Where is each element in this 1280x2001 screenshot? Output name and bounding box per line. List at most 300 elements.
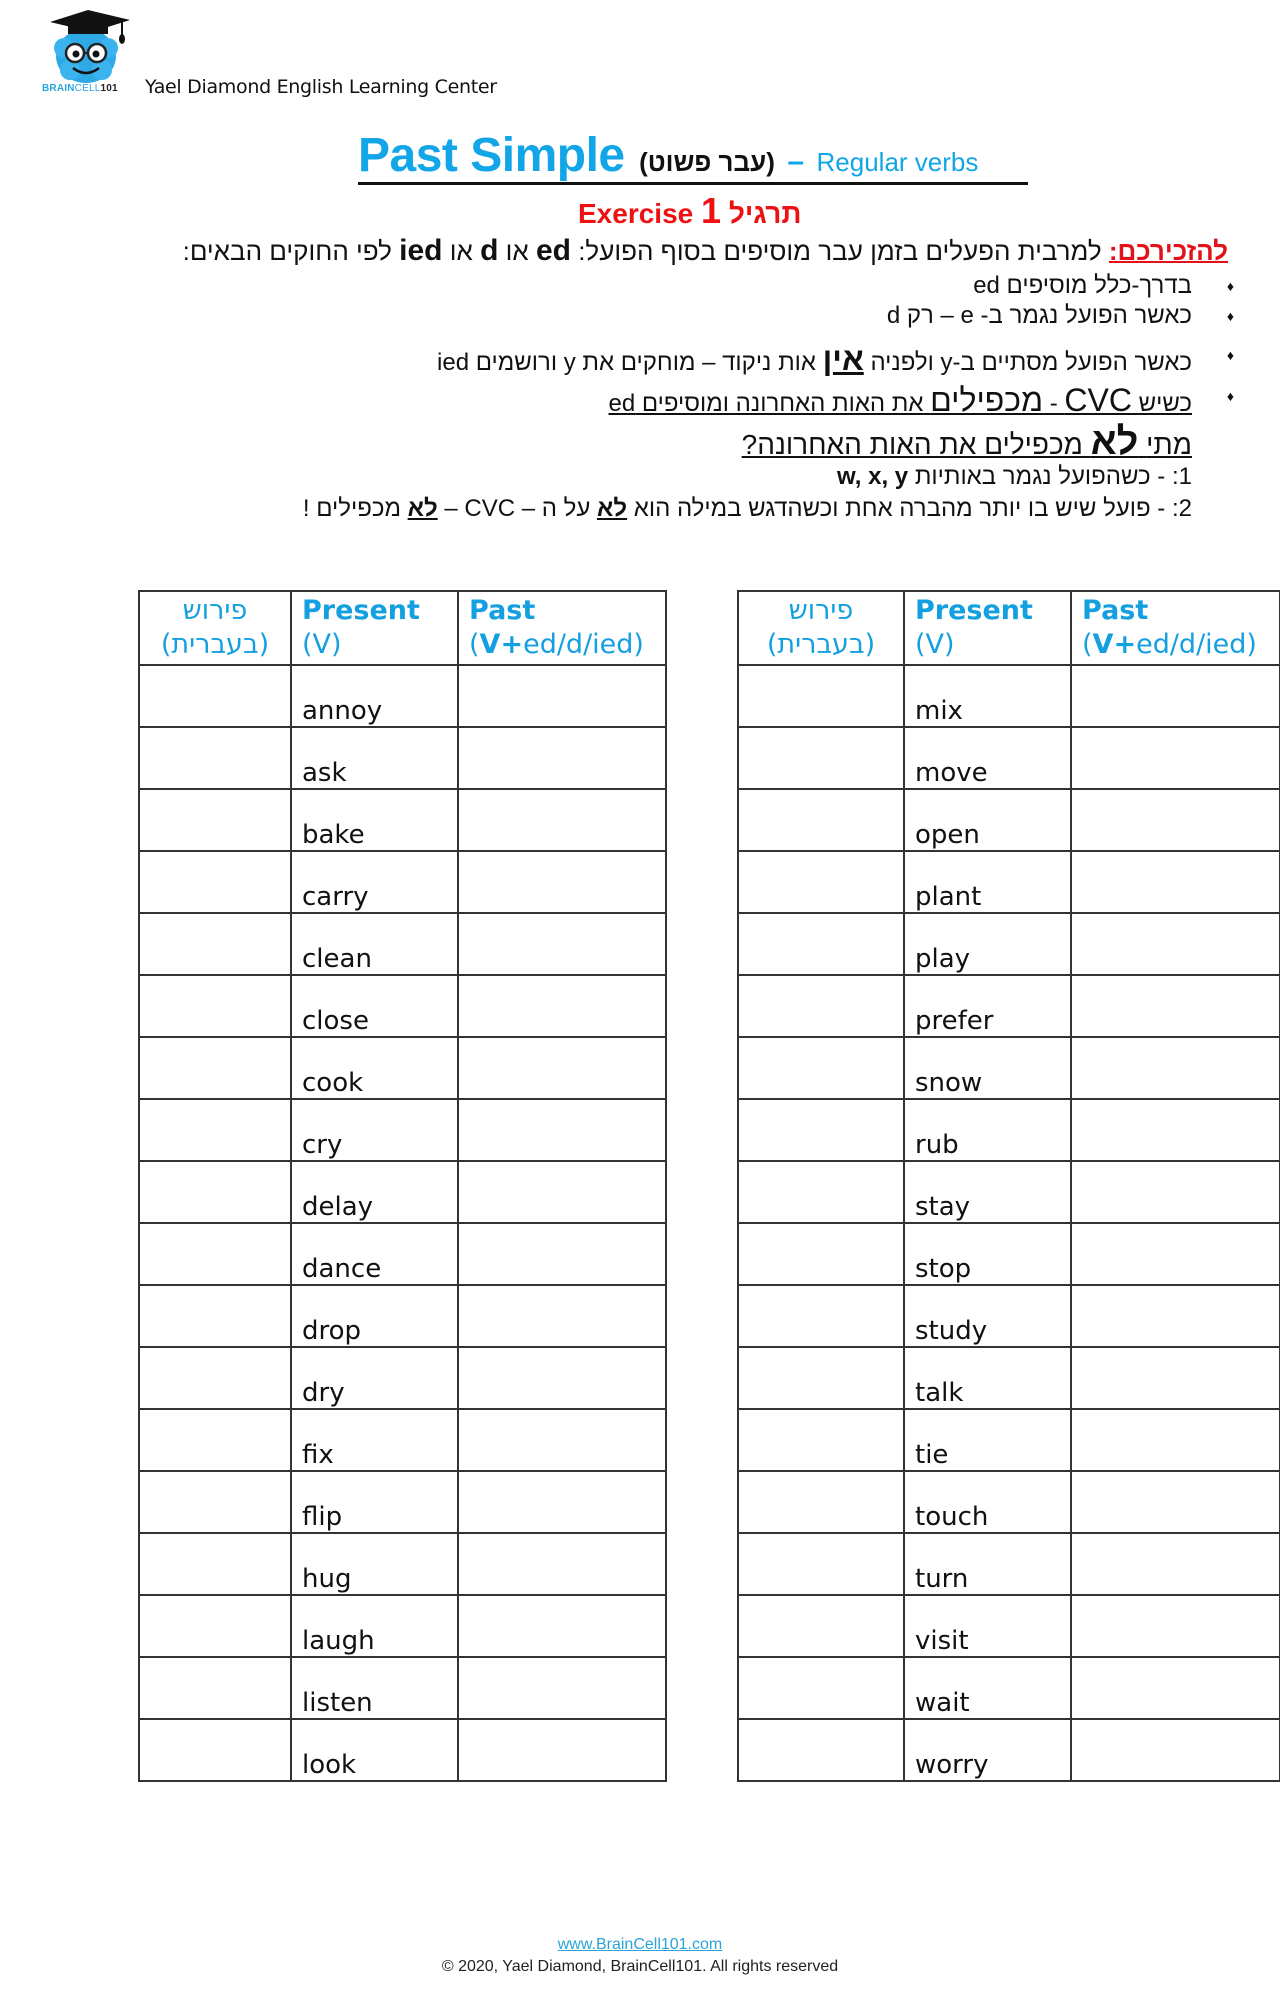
table-row — [738, 1719, 1280, 1781]
translation-cell[interactable] — [139, 1719, 291, 1781]
translation-cell[interactable] — [738, 1099, 904, 1161]
translation-input[interactable] — [739, 914, 903, 974]
table-row — [139, 1533, 666, 1595]
present-verb-cell: look — [291, 1719, 458, 1781]
header-past-line2 — [469, 628, 665, 662]
table-row — [139, 727, 666, 789]
past-form-input[interactable] — [459, 1100, 665, 1160]
brand-brain: BRAIN — [42, 83, 75, 94]
table-row — [139, 1409, 666, 1471]
header-past-formula-rest: ed/d/ied) — [1136, 629, 1257, 660]
present-verb-cell: fix — [291, 1409, 458, 1471]
translation-cell[interactable] — [738, 1037, 904, 1099]
table-row — [139, 1223, 666, 1285]
translation-cell[interactable] — [139, 851, 291, 913]
table-row — [738, 1533, 1280, 1595]
past-form-input[interactable] — [459, 1410, 665, 1470]
past-form-input[interactable] — [459, 1286, 665, 1346]
present-verb-cell: talk — [904, 1347, 1071, 1409]
translation-input[interactable] — [739, 1596, 903, 1656]
past-form-input[interactable] — [1072, 1410, 1279, 1470]
present-verb-cell: worry — [904, 1719, 1071, 1781]
translation-input[interactable] — [140, 1658, 290, 1718]
past-form-input[interactable] — [1072, 1038, 1279, 1098]
translation-input[interactable] — [739, 1286, 903, 1346]
table-header-row — [139, 591, 666, 665]
past-form-input[interactable] — [459, 1348, 665, 1408]
past-form-input[interactable] — [1072, 1534, 1279, 1594]
table-row — [139, 913, 666, 975]
table-row — [738, 789, 1280, 851]
footer-copyright: © 2020, Yael Diamond, BrainCell101. All rights reserved — [441, 1958, 839, 1975]
translation-cell[interactable] — [738, 913, 904, 975]
translation-input[interactable] — [140, 976, 290, 1036]
header-present — [904, 591, 1071, 665]
exception-emphasis: לא — [597, 495, 628, 522]
header-past — [458, 591, 666, 665]
table-row — [738, 665, 1280, 727]
past-form-input[interactable] — [459, 728, 665, 788]
verbs-table-right — [737, 590, 1280, 1782]
rule-bullet-3 — [437, 341, 1234, 378]
past-form-cell[interactable] — [1071, 1223, 1280, 1285]
table-header-row — [738, 591, 1280, 665]
diamond-bullet-icon: ♦ — [1226, 278, 1234, 294]
present-verb-cell: ask — [291, 727, 458, 789]
present-verb-cell: plant — [904, 851, 1071, 913]
rule-text: אות ניקוד – מוחקים את y ורושמים ied — [437, 349, 816, 376]
translation-cell[interactable] — [139, 1471, 291, 1533]
rule-bullet-4 — [608, 382, 1234, 419]
table-row — [139, 975, 666, 1037]
rules-heading — [183, 234, 1228, 268]
translation-cell[interactable] — [139, 913, 291, 975]
translation-cell[interactable] — [738, 1471, 904, 1533]
translation-cell[interactable] — [139, 1285, 291, 1347]
present-verb-cell: prefer — [904, 975, 1071, 1037]
translation-cell[interactable] — [139, 1099, 291, 1161]
exception-text: 1: - כשהפועל נגמר באותיות — [914, 463, 1192, 490]
table-row — [139, 1595, 666, 1657]
past-form-cell[interactable] — [458, 1285, 666, 1347]
past-form-cell[interactable] — [1071, 1161, 1280, 1223]
suffix-ied: ied — [399, 234, 443, 267]
exercise-heading — [578, 190, 802, 232]
present-verb-cell: play — [904, 913, 1071, 975]
table-row — [139, 1719, 666, 1781]
translation-input[interactable] — [140, 1348, 290, 1408]
present-verb-cell: study — [904, 1285, 1071, 1347]
translation-input[interactable] — [140, 914, 290, 974]
past-form-input[interactable] — [1072, 914, 1279, 974]
past-form-input[interactable] — [1072, 976, 1279, 1036]
table-row — [139, 1471, 666, 1533]
past-form-cell[interactable] — [1071, 975, 1280, 1037]
past-form-input[interactable] — [459, 666, 665, 726]
header-past-line1: Past — [469, 595, 536, 626]
past-form-cell[interactable] — [1071, 1409, 1280, 1471]
present-verb-cell: listen — [291, 1657, 458, 1719]
header-past-formula-bold: V+ — [1092, 629, 1137, 660]
translation-input[interactable] — [739, 976, 903, 1036]
present-verb-cell: annoy — [291, 665, 458, 727]
present-verb-cell: dry — [291, 1347, 458, 1409]
header-past-formula-rest: ed/d/ied) — [523, 629, 644, 660]
translation-cell[interactable] — [139, 1657, 291, 1719]
past-form-cell[interactable] — [1071, 851, 1280, 913]
present-verb-cell: close — [291, 975, 458, 1037]
translation-input[interactable] — [739, 1348, 903, 1408]
past-form-input[interactable] — [459, 852, 665, 912]
past-form-cell[interactable] — [1071, 1657, 1280, 1719]
table-row — [738, 913, 1280, 975]
translation-input[interactable] — [140, 666, 290, 726]
past-form-input[interactable] — [1072, 666, 1279, 726]
past-form-cell[interactable] — [458, 1533, 666, 1595]
header-past — [1071, 591, 1280, 665]
footer-website-link[interactable]: www.BrainCell101.com — [557, 1936, 723, 1953]
table-row — [139, 851, 666, 913]
past-form-cell[interactable] — [458, 1409, 666, 1471]
translation-input[interactable] — [140, 1100, 290, 1160]
past-form-input[interactable] — [1072, 728, 1279, 788]
header-present-line2: (V) — [302, 629, 342, 660]
past-form-input[interactable] — [459, 1534, 665, 1594]
translation-input[interactable] — [140, 1162, 290, 1222]
translation-input[interactable] — [140, 1410, 290, 1470]
diamond-bullet-icon: ♦ — [1226, 308, 1234, 324]
present-verb-cell: open — [904, 789, 1071, 851]
past-form-cell[interactable] — [1071, 1347, 1280, 1409]
translation-input[interactable] — [140, 1720, 290, 1780]
exception-2 — [303, 495, 1192, 523]
past-form-cell[interactable] — [458, 851, 666, 913]
translation-cell[interactable] — [738, 975, 904, 1037]
present-verb-cell: hug — [291, 1533, 458, 1595]
translation-cell[interactable] — [738, 789, 904, 851]
translation-input[interactable] — [739, 1658, 903, 1718]
past-form-cell[interactable] — [1071, 1719, 1280, 1781]
present-verb-cell: snow — [904, 1037, 1071, 1099]
translation-cell[interactable] — [738, 665, 904, 727]
past-form-input[interactable] — [459, 1658, 665, 1718]
translation-input[interactable] — [140, 728, 290, 788]
translation-cell[interactable] — [139, 1161, 291, 1223]
translation-cell[interactable] — [738, 1657, 904, 1719]
translation-input[interactable] — [739, 852, 903, 912]
past-form-cell[interactable] — [458, 913, 666, 975]
past-form-cell[interactable] — [1071, 1099, 1280, 1161]
past-form-input[interactable] — [1072, 1224, 1279, 1284]
translation-input[interactable] — [140, 790, 290, 850]
rule-text: כשיש — [1138, 390, 1192, 417]
past-form-input[interactable] — [459, 1038, 665, 1098]
logo-brand-text — [42, 83, 118, 94]
table-row — [738, 1347, 1280, 1409]
translation-input[interactable] — [140, 1286, 290, 1346]
past-form-input[interactable] — [459, 976, 665, 1036]
past-form-cell[interactable] — [458, 1595, 666, 1657]
past-form-cell[interactable] — [458, 1223, 666, 1285]
exception-text: 2: - פועל שיש בו יותר מהברה אחת וכשהדגש במילה הוא — [633, 495, 1192, 522]
present-verb-cell: laugh — [291, 1595, 458, 1657]
translation-input[interactable] — [140, 1038, 290, 1098]
table-row — [738, 1161, 1280, 1223]
rule-text: כאשר הפועל מסתיים ב-y ולפניה — [870, 349, 1192, 376]
when-not-pre: מתי — [1146, 429, 1192, 460]
exercise-label: Exercise — [578, 198, 694, 229]
exception-text: על ה – CVC – — [444, 495, 591, 522]
rule-text: את האות האחרונה ומוסיפים ed — [608, 390, 924, 417]
diamond-bullet-icon: ♦ — [1226, 388, 1234, 404]
present-verb-cell: stop — [904, 1223, 1071, 1285]
table-row — [139, 1657, 666, 1719]
present-verb-cell: carry — [291, 851, 458, 913]
or-text: או — [449, 236, 473, 266]
translation-cell[interactable] — [139, 789, 291, 851]
brand-cell: CELL — [74, 83, 101, 94]
past-form-cell[interactable] — [458, 1037, 666, 1099]
translation-cell[interactable] — [738, 1533, 904, 1595]
past-form-input[interactable] — [1072, 1348, 1279, 1408]
translation-cell[interactable] — [139, 727, 291, 789]
rule-emphasis: מכפילים — [930, 382, 1044, 418]
table-row — [139, 1161, 666, 1223]
translation-cell[interactable] — [738, 1409, 904, 1471]
past-form-cell[interactable] — [458, 665, 666, 727]
rule-emphasis: אין — [822, 341, 864, 377]
rule-text: - — [1043, 390, 1065, 417]
header-present-line2: (V) — [915, 629, 955, 660]
translation-cell[interactable] — [139, 1595, 291, 1657]
header-past-line1: Past — [1082, 595, 1149, 626]
past-form-input[interactable] — [1072, 1286, 1279, 1346]
exception-letters: w, x, y — [836, 463, 909, 490]
present-verb-cell: flip — [291, 1471, 458, 1533]
past-form-cell[interactable] — [1071, 665, 1280, 727]
table-row — [738, 1285, 1280, 1347]
translation-input[interactable] — [739, 1534, 903, 1594]
table-row — [738, 1223, 1280, 1285]
past-form-input[interactable] — [1072, 1472, 1279, 1532]
translation-input[interactable] — [739, 1410, 903, 1470]
present-verb-cell: drop — [291, 1285, 458, 1347]
present-verb-cell: delay — [291, 1161, 458, 1223]
translation-input[interactable] — [739, 1038, 903, 1098]
header-present — [291, 591, 458, 665]
cvc-text: CVC — [1064, 382, 1132, 418]
when-not-heading — [742, 421, 1192, 464]
translation-cell[interactable] — [738, 1347, 904, 1409]
past-form-input[interactable] — [459, 914, 665, 974]
exception-emphasis: לא — [407, 495, 438, 522]
rule-bullet-2 — [886, 302, 1234, 330]
header-translation — [139, 591, 291, 665]
rule-text: כאשר הפועל נגמר ב- e – רק d — [886, 302, 1192, 329]
translation-cell[interactable] — [738, 1161, 904, 1223]
table-row — [738, 851, 1280, 913]
translation-input[interactable] — [140, 1596, 290, 1656]
table-row — [139, 789, 666, 851]
table-row — [139, 1347, 666, 1409]
present-verb-cell: bake — [291, 789, 458, 851]
past-form-cell[interactable] — [458, 1719, 666, 1781]
translation-cell[interactable] — [738, 1719, 904, 1781]
header-past-formula-bold: V+ — [479, 629, 524, 660]
header-present-line1: Present — [302, 595, 420, 626]
rules-tail: לפי החוקים הבאים: — [182, 236, 392, 266]
translation-input[interactable] — [739, 790, 903, 850]
diamond-bullet-icon: ♦ — [1226, 347, 1234, 363]
translation-cell[interactable] — [139, 1347, 291, 1409]
present-verb-cell: cook — [291, 1037, 458, 1099]
present-verb-cell: dance — [291, 1223, 458, 1285]
title-main: Past Simple — [358, 129, 625, 182]
translation-cell[interactable] — [738, 1285, 904, 1347]
present-verb-cell: mix — [904, 665, 1071, 727]
past-form-input[interactable] — [459, 1472, 665, 1532]
past-form-input[interactable] — [1072, 790, 1279, 850]
page-title — [358, 128, 1028, 185]
past-form-cell[interactable] — [1071, 1037, 1280, 1099]
past-form-cell[interactable] — [1071, 1471, 1280, 1533]
translation-input[interactable] — [739, 1720, 903, 1780]
reminder-text: למרבית הפעלים בזמן עבר מוסיפים בסוף הפועל: — [578, 236, 1102, 266]
table-row — [139, 1099, 666, 1161]
translation-cell[interactable] — [738, 727, 904, 789]
past-form-input[interactable] — [1072, 852, 1279, 912]
present-verb-cell: touch — [904, 1471, 1071, 1533]
table-row — [738, 1037, 1280, 1099]
header-translation-line1: פירוש — [788, 595, 854, 626]
header-translation-line2: (בעברית) — [766, 629, 876, 660]
brain-mascot-icon — [40, 8, 135, 88]
translation-input[interactable] — [140, 852, 290, 912]
brand-101: 101 — [100, 83, 118, 94]
past-form-input[interactable] — [459, 790, 665, 850]
past-form-cell[interactable] — [458, 1347, 666, 1409]
translation-input[interactable] — [739, 728, 903, 788]
present-verb-cell: tie — [904, 1409, 1071, 1471]
paren: ( — [469, 629, 480, 660]
reminder-label: להזכירכם: — [1108, 236, 1228, 266]
center-name: Yael Diamond English Learning Center — [145, 76, 497, 98]
title-hebrew: (עבר פשוט) — [639, 147, 775, 177]
translation-cell[interactable] — [738, 851, 904, 913]
present-verb-cell: rub — [904, 1099, 1071, 1161]
exercise-number: 1 — [701, 190, 722, 231]
header-past-line2 — [1082, 628, 1279, 662]
header-translation-line1: פירוש — [182, 595, 248, 626]
past-form-input[interactable] — [1072, 1100, 1279, 1160]
past-form-cell[interactable] — [458, 1099, 666, 1161]
rule-text: בדרך-כלל מוסיפים ed — [973, 272, 1192, 299]
translation-cell[interactable] — [139, 975, 291, 1037]
table-row — [738, 975, 1280, 1037]
exception-text: מכפילים ! — [302, 495, 401, 522]
title-dash: – — [787, 145, 805, 178]
exception-1 — [837, 463, 1192, 491]
past-form-cell[interactable] — [458, 727, 666, 789]
translation-cell[interactable] — [139, 1223, 291, 1285]
translation-input[interactable] — [739, 1472, 903, 1532]
present-verb-cell: move — [904, 727, 1071, 789]
translation-cell[interactable] — [139, 1533, 291, 1595]
present-verb-cell: stay — [904, 1161, 1071, 1223]
translation-input[interactable] — [140, 1472, 290, 1532]
translation-input[interactable] — [739, 1224, 903, 1284]
present-verb-cell: visit — [904, 1595, 1071, 1657]
translation-input[interactable] — [739, 1162, 903, 1222]
translation-cell[interactable] — [139, 665, 291, 727]
past-form-input[interactable] — [459, 1596, 665, 1656]
past-form-input[interactable] — [1072, 1658, 1279, 1718]
present-verb-cell: clean — [291, 913, 458, 975]
past-form-input[interactable] — [1072, 1596, 1279, 1656]
past-form-input[interactable] — [459, 1162, 665, 1222]
past-form-cell[interactable] — [1071, 913, 1280, 975]
translation-cell[interactable] — [738, 1223, 904, 1285]
table-row — [738, 1657, 1280, 1719]
present-verb-cell: turn — [904, 1533, 1071, 1595]
header-translation-line2: (בעברית) — [160, 629, 270, 660]
translation-input[interactable] — [739, 1100, 903, 1160]
past-form-cell[interactable] — [1071, 1533, 1280, 1595]
past-form-input[interactable] — [459, 1720, 665, 1780]
table-row — [738, 727, 1280, 789]
past-form-cell[interactable] — [1071, 1285, 1280, 1347]
past-form-cell[interactable] — [458, 1657, 666, 1719]
suffix-d: d — [480, 234, 499, 267]
table-row — [139, 1037, 666, 1099]
translation-input[interactable] — [140, 1224, 290, 1284]
past-form-cell[interactable] — [458, 1161, 666, 1223]
past-form-cell[interactable] — [458, 975, 666, 1037]
translation-input[interactable] — [739, 666, 903, 726]
suffix-ed: ed — [535, 234, 571, 267]
past-form-cell[interactable] — [1071, 1595, 1280, 1657]
translation-cell[interactable] — [139, 1037, 291, 1099]
past-form-input[interactable] — [1072, 1720, 1279, 1780]
header-present-line1: Present — [915, 595, 1033, 626]
header-translation — [738, 591, 904, 665]
past-form-cell[interactable] — [458, 1471, 666, 1533]
table-row — [139, 665, 666, 727]
when-not-emphasis: לא — [1090, 421, 1139, 463]
table-row — [738, 1471, 1280, 1533]
past-form-cell[interactable] — [1071, 727, 1280, 789]
past-form-input[interactable] — [459, 1224, 665, 1284]
past-form-cell[interactable] — [1071, 789, 1280, 851]
rule-bullet-1 — [973, 272, 1234, 300]
table-row — [738, 1099, 1280, 1161]
table-row — [738, 1409, 1280, 1471]
or-text: או — [505, 236, 529, 266]
verbs-table-left — [138, 590, 667, 1782]
past-form-input[interactable] — [1072, 1162, 1279, 1222]
table-row — [139, 1285, 666, 1347]
exercise-hebrew: תרגיל — [728, 198, 802, 229]
paren: ( — [1082, 629, 1093, 660]
present-verb-cell: cry — [291, 1099, 458, 1161]
table-row — [738, 1595, 1280, 1657]
translation-input[interactable] — [140, 1534, 290, 1594]
when-not-post: מכפילים את האות האחרונה? — [741, 429, 1083, 460]
past-form-cell[interactable] — [458, 789, 666, 851]
translation-cell[interactable] — [139, 1409, 291, 1471]
title-subtitle: Regular verbs — [816, 147, 979, 177]
translation-cell[interactable] — [738, 1595, 904, 1657]
